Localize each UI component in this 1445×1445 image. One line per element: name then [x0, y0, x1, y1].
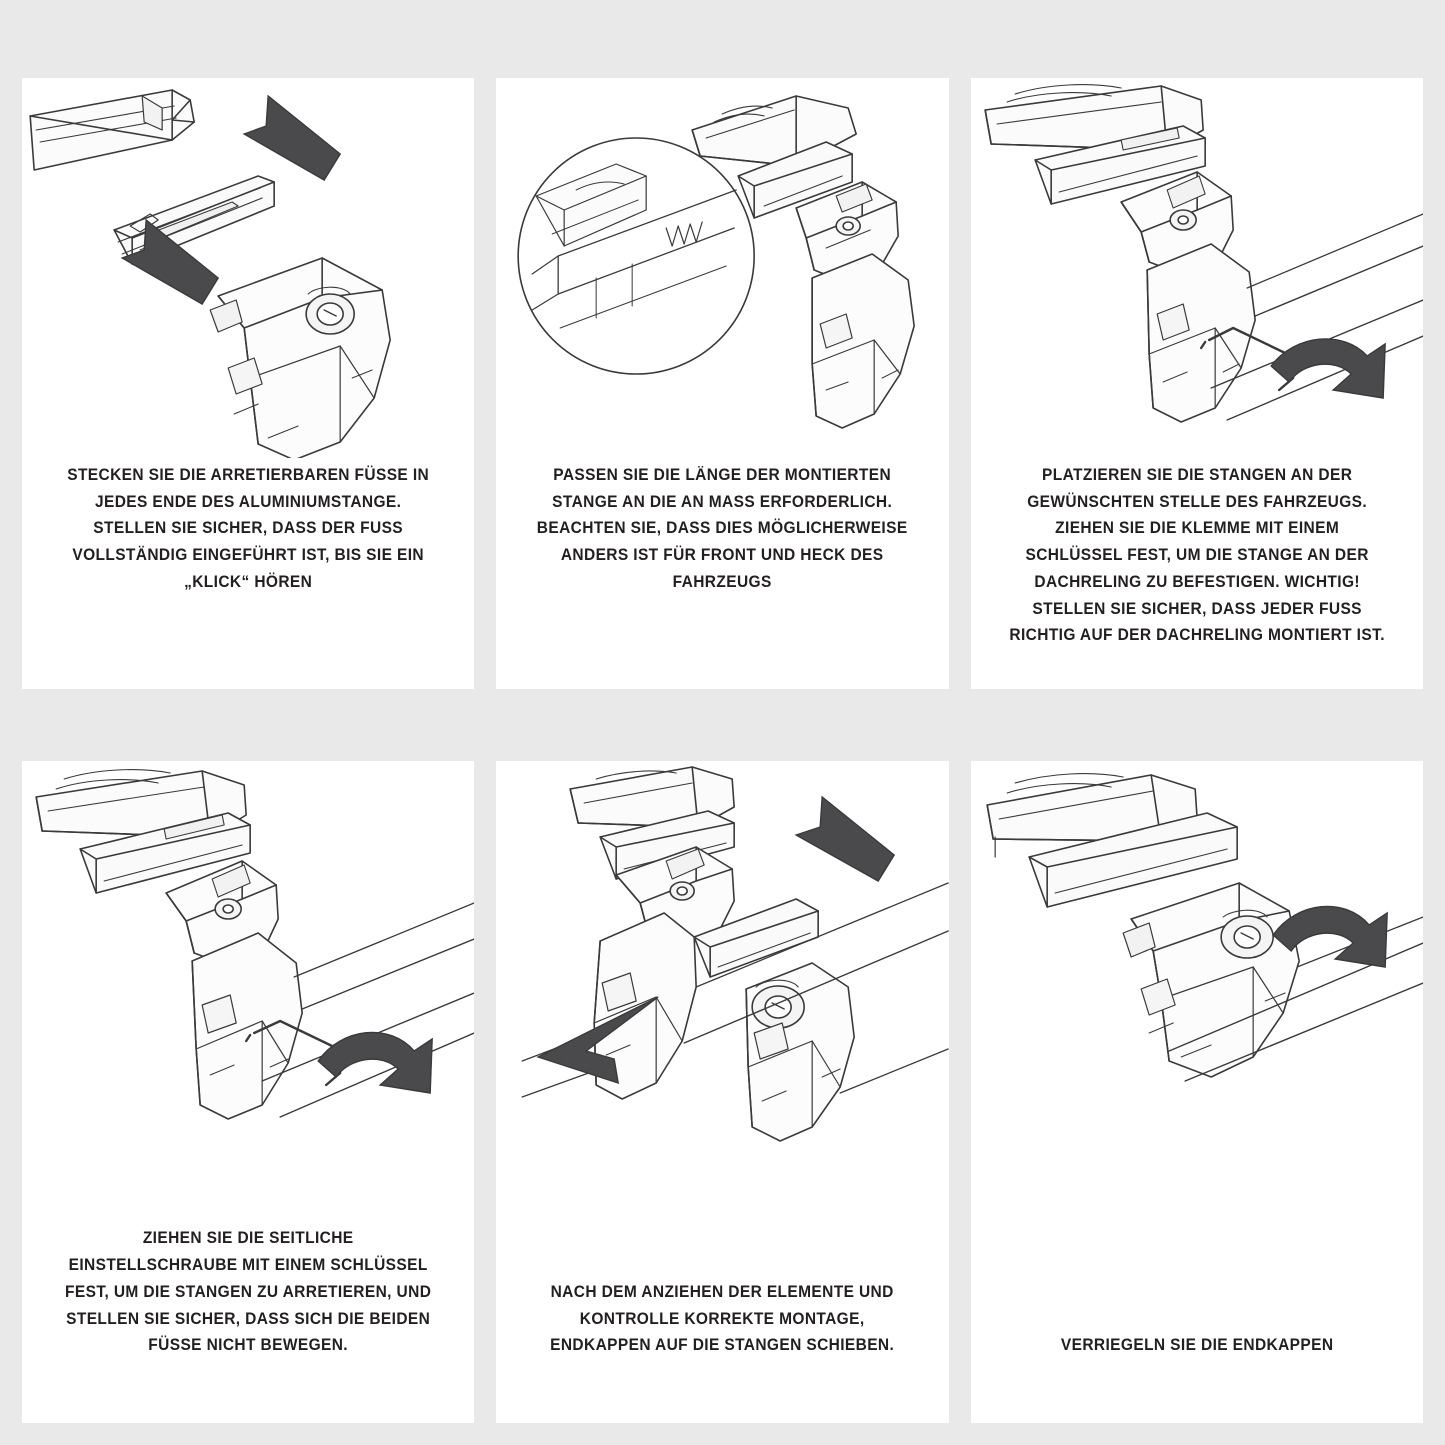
step-caption: NACH DEM ANZIEHEN DER ELEMENTE UND KONTROLLE KORREKTE MONTAGE, ENDKAPPEN AUF DIE STANGEN SCHIEBEN. [550, 1282, 895, 1355]
rotation-arrow-icon [318, 1033, 432, 1094]
step-panel-4 [22, 761, 474, 1423]
step-caption: PLATZIEREN SIE DIE STANGEN AN DER GEWÜNSCHTEN STELLE DES FAHRZEUGS. ZIEHEN SIE DIE KLEMME MIT EINEM SCHLÜSSEL FEST, UM DIE STANGE AN DER DACHRELING ZU BEFESTIGEN. WICHTIG! STELLEN SIE SICHER, DASS JEDER FUSS RICHTIG AUF DER DACHRELING MONTIERT IST. [1009, 466, 1385, 645]
step-caption: PASSEN SIE DIE LÄNGE DER MONTIERTEN STANGE AN DIE AN MASS ERFORDERLICH. BEACHTEN SIE, DASS DIES MÖGLICHERWEISE ANDERS IST FÜR FRONT UND HECK DES FAHRZEUGS [537, 466, 908, 591]
step-panel-3 [971, 78, 1423, 689]
step-caption: STECKEN SIE DIE ARRETIERBAREN FÜSSE IN JEDES ENDE DES ALUMINIUMSTANGE. STELLEN SIE SICHER, DASS DER FUSS VOLLSTÄNDIG EINGEFÜHRT IST, BIS SIE EIN „KLICK“ HÖREN [67, 466, 430, 591]
assembly-arrow-icon [244, 96, 340, 180]
instruction-row-top [22, 78, 1423, 689]
step-caption: VERRIEGELN SIE DIE ENDKAPPEN [1060, 1336, 1334, 1355]
step-panel-1 [22, 78, 474, 689]
assembly-arrow-icon [796, 797, 894, 881]
step-panel-6 [971, 761, 1423, 1423]
step-caption: ZIEHEN SIE DIE SEITLICHE EINSTELLSCHRAUBE MIT EINEM SCHLÜSSEL FEST, UM DIE STANGEN ZU ARRETIEREN, UND STELLEN SIE SICHER, DASS SICH DIE BEIDEN FÜSSE NICHT BEWEGEN. [65, 1229, 432, 1355]
roof-bar-endcap-lock-diagram [971, 761, 1423, 1221]
roof-bar-endcap-slide-diagram [496, 761, 948, 1221]
step-panel-5 [496, 761, 948, 1423]
roof-bar-foot-insert-diagram [22, 78, 474, 458]
roof-bar-side-screw-diagram [22, 761, 474, 1221]
roof-bar-clamp-tighten-diagram [971, 78, 1423, 458]
rotation-arrow-icon [1271, 339, 1385, 398]
roof-bar-length-detail-diagram [496, 78, 948, 458]
instruction-row-bottom [22, 761, 1423, 1423]
step-panel-2 [496, 78, 948, 689]
